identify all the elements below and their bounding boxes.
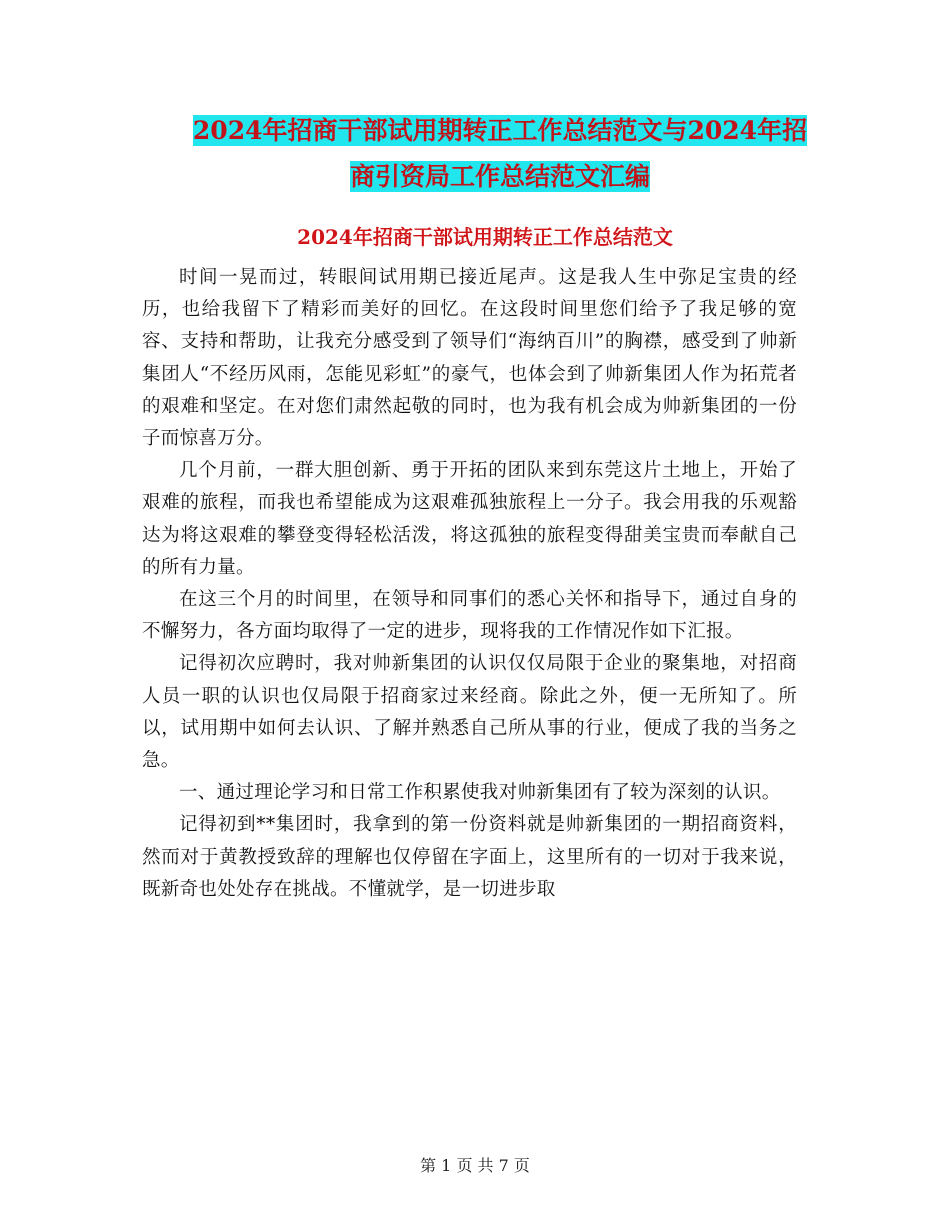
document-title bbox=[140, 108, 860, 200]
paragraph: 在这三个月的时间里，在领导和同事们的悉心关怀和指导下，通过自身的不懈努力，各方面均取得了一定的进步，现将我的工作情况作如下汇报。 bbox=[142, 589, 797, 643]
page-footer: 第 1 页 共 7 页 bbox=[420, 1156, 530, 1175]
paragraph: 记得初到**集团时，我拿到的第一份资料就是帅新集团的一期招商资料，然而对于黄教授致辞的理解也仅停留在字面上，这里所有的一切对于我来说，既新奇也处处存在挑战。不懂就学，是一切进步取 bbox=[142, 814, 797, 900]
paragraph: 记得初次应聘时，我对帅新集团的认识仅仅局限于企业的聚集地，对招商人员一职的认识也仅局限于招商家过来经商。除此之外，便一无所知了。所以，试用期中如何去认识、了解并熟悉自己所从事的行业，便成了我的当务之急。 bbox=[142, 653, 797, 772]
section-title: 2024年招商干部试用期转正工作总结范文 bbox=[297, 225, 673, 249]
document-title-line-2: 商引资局工作总结范文汇编 bbox=[349, 162, 650, 191]
paragraph: 几个月前，一群大胆创新、勇于开拓的团队来到东莞这片土地上，开始了艰难的旅程，而我也希望能成为这艰难孤独旅程上一分子。我会用我的乐观豁达为将这艰难的攀登变得轻松活泼，将这孤独的旅程变得甜美宝贵而奉献自己的所有力量。 bbox=[142, 460, 797, 578]
paragraph: 时间一晃而过，转眼间试用期已接近尾声。这是我人生中弥足宝贵的经历，也给我留下了精彩而美好的回忆。在这段时间里您们给予了我足够的宽容、支持和帮助，让我充分感受到了领导们“海纳百川”的胸襟，感受到了帅新集团人“不经历风雨，怎能见彩虹”的豪气，也体会到了帅新集团人作为拓荒者的艰难和坚定。在对您们肃然起敬的同时，也为我有机会成为帅新集团的一份子而惊喜万分。 bbox=[142, 267, 797, 450]
paragraph: 一、通过理论学习和日常工作积累使我对帅新集团有了较为深刻的认识。 bbox=[179, 782, 781, 804]
document-title-line-1: 2024年招商干部试用期转正工作总结范文与2024年招 bbox=[192, 116, 808, 145]
document-body bbox=[142, 262, 797, 906]
